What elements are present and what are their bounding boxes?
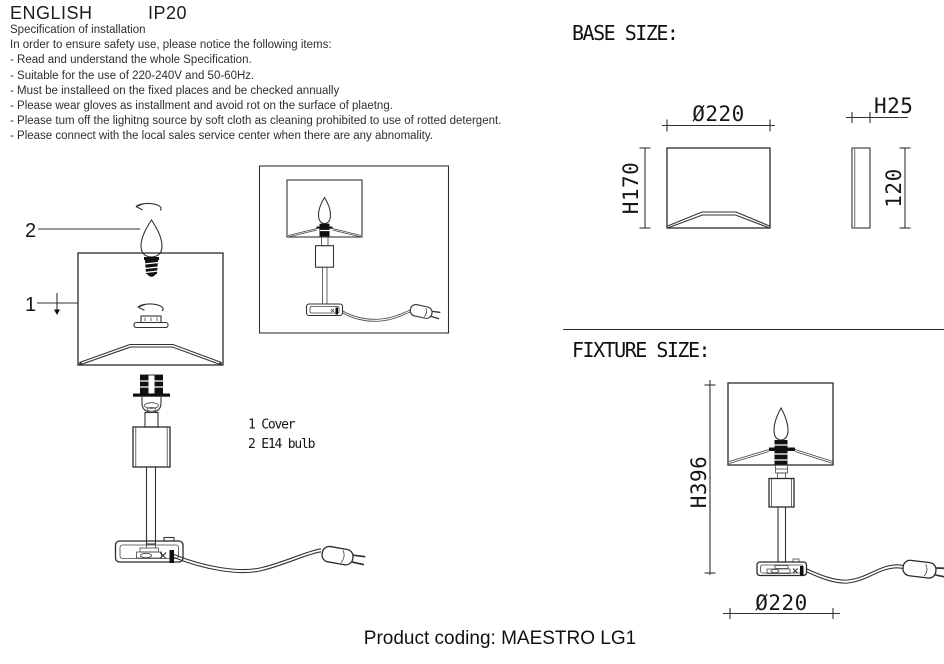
cord-strain-relief <box>800 566 804 576</box>
part-label-bulb <box>25 220 140 242</box>
part-number-1: 1 <box>25 294 37 316</box>
plug-icon <box>321 545 366 568</box>
part-label-shade <box>25 293 78 316</box>
fixture-socket <box>775 440 788 465</box>
dim-side-h25: H25 <box>874 94 914 118</box>
exploded-view-diagram <box>0 160 470 630</box>
legend-cover: 1 Cover <box>248 417 295 433</box>
shade-front-outline <box>667 148 770 228</box>
dim-height-h396: H396 <box>687 455 711 509</box>
cord-strain-relief <box>170 550 175 563</box>
rotate-arrow-icon <box>138 304 163 311</box>
socket-thread-right <box>155 375 164 394</box>
fixture-socket-flange <box>769 448 795 452</box>
shade-corner-dot <box>219 362 222 365</box>
leader-arrow <box>54 310 60 316</box>
dim-side-height-120: 120 <box>882 168 906 208</box>
ip-rating-label: IP20 <box>148 3 188 23</box>
dim-overall-height <box>687 380 716 575</box>
bulb-cap-flange <box>144 257 159 260</box>
fixture-size-title: FIXTURE SIZE: <box>572 338 710 362</box>
spec-item: - Suitable for the use of 220-240V and 50-60Hz. <box>10 69 255 82</box>
inset-block <box>316 246 334 268</box>
dim-diameter-220: Ø220 <box>755 591 808 615</box>
spec-item: - Please wear gloves as installment and avoid rot on the surface of plaetng. <box>10 100 393 113</box>
inset-plug <box>409 304 441 321</box>
spec-text-block <box>10 23 501 145</box>
spec-item: - Please tum off the lighitng source by soft cloth as cleaning prohibited to use of rotted detergent. <box>10 115 502 128</box>
power-cord-drawing <box>174 545 366 572</box>
bulb-tip <box>147 274 156 277</box>
base-side-view <box>846 94 913 228</box>
shade-taper-line <box>668 215 770 228</box>
legend-e14-bulb: 2 E14 bulb <box>248 437 315 452</box>
shade-taper-line <box>668 212 770 226</box>
dim-diameter-220: Ø220 <box>692 102 745 126</box>
shade-corner-dot <box>79 362 82 365</box>
candle-bulb-drawing <box>141 220 162 277</box>
spec-intro: In order to ensure safety use, please notice the following items: <box>10 39 332 52</box>
socket-flange <box>133 394 170 397</box>
fixture-lamp-drawing <box>728 383 944 583</box>
dim-height-h170: H170 <box>619 161 643 215</box>
rotate-arrow-icon <box>136 203 161 210</box>
bulb-glass <box>141 220 162 257</box>
fixture-bulb <box>774 408 788 440</box>
fixture-stem <box>778 507 786 562</box>
cord-entry-mark <box>160 553 166 559</box>
spec-item: - Must be installeed on the fixed places and be checked annually <box>10 84 340 97</box>
base-size-drawing <box>560 85 944 250</box>
base-front-view <box>619 102 775 228</box>
inset-bulb <box>319 198 331 224</box>
fixture-block <box>769 479 794 508</box>
inset-frame <box>260 166 449 333</box>
product-coding: Product coding: MAESTRO LG1 <box>363 628 637 649</box>
parts-legend <box>248 418 316 453</box>
fixture-size-drawing <box>560 325 944 625</box>
inset-stem <box>323 267 328 304</box>
language-label: ENGLISH <box>10 3 93 23</box>
stem-drawing <box>147 467 156 544</box>
spec-item: - Please connect with the local sales service center when there are any abnomality. <box>10 130 433 143</box>
stem-block-drawing <box>133 427 170 467</box>
fixture-plug <box>902 559 944 580</box>
socket-thread-left <box>140 375 149 394</box>
spec-item: - Read and understand the whole Specification. <box>10 54 252 67</box>
socket-neck <box>145 413 158 428</box>
base-size-title: BASE SIZE: <box>572 21 678 45</box>
fixture-neck <box>778 473 786 479</box>
base-drawing <box>116 538 184 564</box>
assembled-view-inset <box>260 166 449 333</box>
socket-assembly <box>133 375 170 427</box>
part-number-2: 2 <box>25 220 37 242</box>
cord-entry-mark <box>793 569 798 574</box>
inset-neck <box>322 237 329 246</box>
spec-title: Specification of installation <box>10 24 146 36</box>
shade-ring-fitting <box>134 316 168 328</box>
shade-bottom-taper-bottom <box>80 347 222 365</box>
dim-base-diameter <box>723 591 840 619</box>
